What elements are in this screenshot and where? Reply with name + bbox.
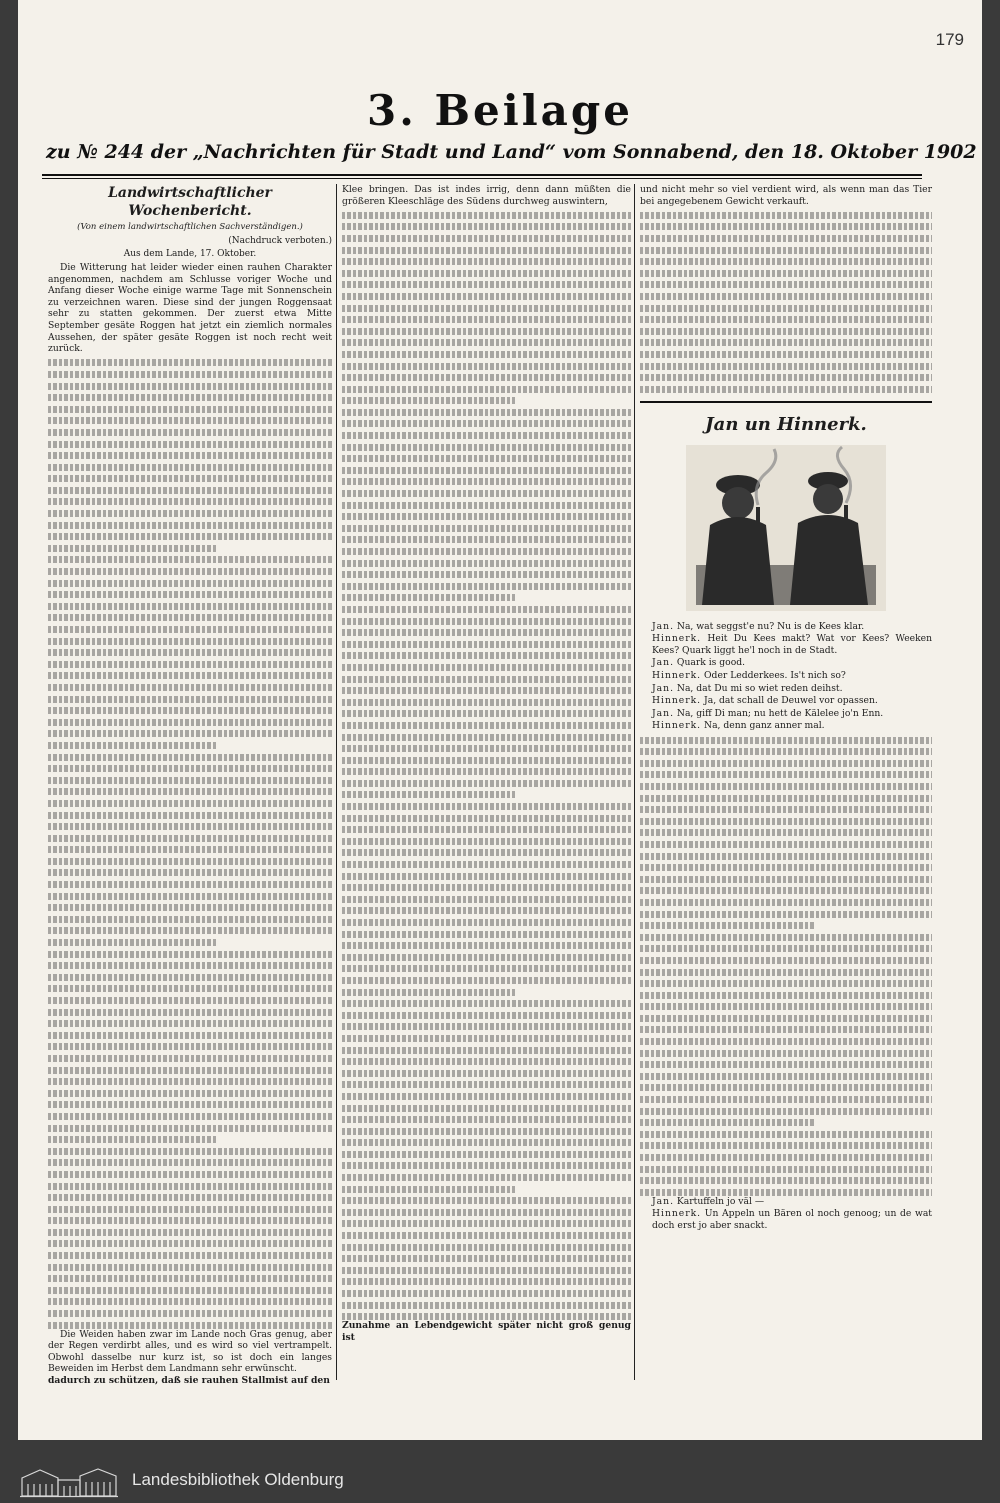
text-line-texture	[342, 420, 631, 427]
text-line-texture	[342, 884, 631, 891]
text-line-texture	[342, 629, 631, 636]
text-line-texture	[640, 992, 932, 999]
text-line-texture	[342, 1093, 631, 1100]
text-line-texture	[48, 823, 332, 830]
text-line-texture	[48, 1113, 332, 1120]
dialogue-text: Oder Ledderkees. Is't nich so?	[701, 670, 846, 682]
text-line-texture	[342, 1209, 631, 1216]
text-line-texture	[48, 568, 332, 575]
text-line-texture	[640, 957, 932, 964]
text-line-texture	[640, 876, 932, 883]
header-rule	[42, 174, 922, 176]
text-line-texture	[640, 783, 932, 790]
text-line-texture	[640, 945, 932, 952]
dialogue-text: Na, denn ganz anner mal.	[701, 720, 825, 732]
text-line-texture	[640, 293, 932, 300]
text-line-texture	[640, 1096, 932, 1103]
text-line-texture	[48, 1043, 332, 1050]
text-line-texture	[342, 455, 631, 462]
dialogue-speaker: Hinnerk.	[652, 633, 702, 645]
text-line-texture	[48, 672, 332, 679]
dialogue-text: Na, giff Di man; nu hett de Kälelee jo'n Enn.	[674, 707, 884, 719]
article-heading: Landwirtschaftlicher Wochenbericht.	[108, 185, 272, 219]
story-closing	[640, 1196, 932, 1232]
dialogue-line	[640, 621, 932, 633]
text-line-texture	[342, 560, 631, 567]
text-line-texture	[342, 351, 631, 358]
text-line-texture	[640, 922, 815, 929]
text-line-texture	[342, 293, 631, 300]
text-line-texture	[48, 754, 332, 761]
text-line-texture	[48, 1206, 332, 1213]
text-line-texture	[342, 838, 631, 845]
institution-name: Landesbibliothek Oldenburg	[132, 1470, 344, 1489]
text-line-texture	[342, 502, 631, 509]
text-line-texture	[48, 858, 332, 865]
text-line-texture	[48, 649, 332, 656]
text-line-texture	[342, 444, 631, 451]
text-line-texture	[640, 305, 932, 312]
text-line-texture	[48, 1310, 332, 1317]
text-line-texture	[342, 919, 631, 926]
text-line-texture	[48, 429, 332, 436]
text-line-texture	[342, 374, 631, 381]
text-line-texture	[48, 1125, 332, 1132]
text-line-texture	[342, 1290, 631, 1297]
text-line-texture	[342, 734, 631, 741]
text-line-texture	[342, 235, 631, 242]
text-line-texture	[48, 1194, 332, 1201]
text-line-texture	[48, 522, 332, 529]
text-line-texture	[342, 1035, 631, 1042]
text-line-texture	[342, 757, 631, 764]
text-line-texture	[640, 1131, 932, 1138]
two-men-smoking-illustration	[686, 445, 886, 611]
text-line-texture	[640, 899, 932, 906]
text-line-texture	[48, 614, 332, 621]
text-line-texture	[342, 826, 631, 833]
text-line-texture	[640, 1061, 932, 1068]
text-line-texture	[342, 722, 631, 729]
text-line-texture	[342, 212, 631, 219]
footer-bar	[0, 1458, 1000, 1503]
text-line-texture	[48, 1183, 332, 1190]
text-line-texture	[48, 742, 218, 749]
text-line-texture	[640, 934, 932, 941]
dialogue-text: Kartuffeln jo väl —	[674, 1195, 765, 1207]
text-line-texture	[48, 1055, 332, 1062]
text-line-texture	[48, 1264, 332, 1271]
text-line-texture	[640, 223, 932, 230]
text-line-texture	[640, 339, 932, 346]
text-line-texture	[640, 980, 932, 987]
story-dialogue	[640, 621, 932, 732]
text-line-texture	[48, 371, 332, 378]
text-line-texture	[640, 247, 932, 254]
text-line-texture	[48, 985, 332, 992]
text-line-texture	[640, 328, 932, 335]
page-subtitle: zu № 244 der „Nachrichten für Stadt und Land“ vom Sonnabend, den 18. Oktober 1902	[46, 141, 977, 163]
text-line-texture	[640, 1108, 932, 1115]
text-line-texture	[342, 386, 631, 393]
text-line-texture	[640, 1015, 932, 1022]
text-line-texture	[640, 841, 932, 848]
article-paragraph: Die Witterung hat leider wieder einen rauhen Charakter angenommen, nachdem am Schlusse voriger Woche und Anfang dieser Woche einige warme Tage mit Sonnenschein zu verzeichnen waren. Diese sind der jungen Roggensaat sehr zu statten gekommen. Der zuerst etwa Mitte September gesäte Roggen hat jetzt ein ziemlich normales Aussehen, der später gesäte Roggen ist noch recht weit zurück.	[48, 262, 332, 355]
text-line-texture	[48, 1171, 332, 1178]
text-line-texture	[640, 748, 932, 755]
text-line-texture	[640, 864, 932, 871]
article-dateline: Aus dem Lande, 17. Oktober.	[123, 249, 257, 259]
text-line-texture	[48, 696, 332, 703]
text-line-texture	[48, 1032, 332, 1039]
text-line-texture	[48, 1240, 332, 1247]
text-line-texture	[342, 710, 631, 717]
text-line-texture	[342, 618, 631, 625]
text-line-texture	[342, 1186, 515, 1193]
dialogue-line	[640, 720, 932, 732]
text-line-texture	[342, 606, 631, 613]
text-line-texture	[342, 305, 631, 312]
article-byline: (Von einem landwirtschaftlichen Sachverständigen.)	[77, 222, 303, 232]
text-line-texture	[48, 1101, 332, 1108]
text-line-texture	[48, 765, 332, 772]
dialogue-line	[640, 1196, 932, 1208]
text-line-texture	[48, 603, 332, 610]
text-line-texture	[640, 1038, 932, 1045]
dialogue-speaker: Jan.	[652, 1195, 674, 1207]
article-body-text	[640, 212, 932, 393]
text-line-texture	[48, 869, 332, 876]
text-line-texture	[640, 1189, 932, 1196]
text-line-texture	[640, 351, 932, 358]
text-line-texture	[342, 989, 515, 996]
text-line-texture	[640, 1003, 932, 1010]
text-line-texture	[342, 1105, 631, 1112]
text-line-texture	[48, 383, 332, 390]
text-line-texture	[342, 397, 515, 404]
text-line-texture	[342, 513, 631, 520]
text-line-texture	[342, 1267, 631, 1274]
header-rule-thin	[42, 178, 922, 179]
dialogue-text: Un Appeln un Bären ol noch genoog; un de wat doch erst jo aber snackt.	[652, 1208, 932, 1231]
text-line-texture	[342, 1128, 631, 1135]
dialogue-speaker: Jan.	[652, 707, 674, 719]
text-line-texture	[48, 1020, 332, 1027]
text-line-texture	[640, 235, 932, 242]
text-line-texture	[342, 1023, 631, 1030]
text-line-texture	[342, 791, 515, 798]
text-line-texture	[48, 916, 332, 923]
text-line-texture	[342, 223, 631, 230]
dialogue-speaker: Jan.	[652, 620, 674, 632]
text-line-texture	[342, 1255, 631, 1262]
text-line-texture	[640, 795, 932, 802]
text-line-texture	[640, 1154, 932, 1161]
dialogue-speaker: Jan.	[652, 682, 674, 694]
text-line-texture	[342, 594, 515, 601]
text-line-texture	[640, 270, 932, 277]
text-line-texture	[342, 780, 631, 787]
dialogue-text: Na, wat seggst'e nu? Nu is de Kees klar.	[674, 620, 865, 632]
text-line-texture	[342, 664, 631, 671]
dialogue-speaker: Jan.	[652, 657, 674, 669]
library-building-logo-icon	[20, 1466, 118, 1498]
text-line-texture	[342, 281, 631, 288]
text-line-texture	[48, 394, 332, 401]
text-line-texture	[48, 545, 218, 552]
text-line-texture	[48, 406, 332, 413]
text-line-texture	[342, 815, 631, 822]
text-line-texture	[342, 977, 631, 984]
dialogue-line	[640, 1208, 932, 1231]
text-line-texture	[342, 258, 631, 265]
text-line-texture	[640, 969, 932, 976]
text-line-texture	[48, 904, 332, 911]
text-line-texture	[342, 1151, 631, 1158]
text-line-texture	[48, 498, 332, 505]
text-line-texture	[640, 829, 932, 836]
text-line-texture	[48, 788, 332, 795]
text-line-texture	[48, 951, 332, 958]
text-line-texture	[48, 1298, 332, 1305]
text-line-texture	[640, 1073, 932, 1080]
text-line-texture	[48, 1229, 332, 1236]
text-line-texture	[48, 452, 332, 459]
text-line-texture	[342, 687, 631, 694]
text-line-texture	[640, 771, 932, 778]
text-line-texture	[48, 638, 332, 645]
text-line-texture	[342, 328, 631, 335]
text-line-texture	[342, 896, 631, 903]
text-line-texture	[342, 1220, 631, 1227]
column-story	[640, 184, 932, 1380]
text-line-texture	[48, 962, 332, 969]
text-line-texture	[342, 942, 631, 949]
text-line-texture	[48, 533, 332, 540]
text-line-texture	[48, 441, 332, 448]
text-line-texture	[342, 536, 631, 543]
dialogue-text: Na, dat Du mi so wiet reden deihst.	[674, 682, 843, 694]
article-paragraph: Klee bringen. Das ist indes irrig, denn dann müßten die größeren Kleeschläge des Südens durchweg auswintern,	[342, 184, 631, 207]
text-line-texture	[48, 800, 332, 807]
article-reprint-note: (Nachdruck verboten.)	[228, 236, 332, 246]
text-line-texture	[48, 1275, 332, 1282]
article-body-text	[48, 359, 332, 1328]
newspaper-page	[18, 0, 982, 1440]
text-line-texture	[48, 417, 332, 424]
text-line-texture	[640, 1119, 815, 1126]
page-number: 179	[935, 30, 964, 49]
text-line-texture	[342, 652, 631, 659]
text-line-texture	[640, 911, 932, 918]
text-line-texture	[48, 939, 218, 946]
text-line-texture	[342, 699, 631, 706]
text-line-texture	[342, 1047, 631, 1054]
text-line-texture	[48, 1136, 218, 1143]
text-line-texture	[48, 777, 332, 784]
text-line-texture	[48, 1090, 332, 1097]
text-line-texture	[342, 1162, 631, 1169]
page-title: 3. Beilage	[367, 86, 633, 135]
text-line-texture	[342, 432, 631, 439]
text-line-texture	[342, 247, 631, 254]
section-divider	[640, 401, 932, 403]
text-line-texture	[342, 1058, 631, 1065]
text-line-texture	[342, 1197, 631, 1204]
text-line-texture	[48, 1287, 332, 1294]
article-body-text	[640, 737, 932, 1196]
text-line-texture	[48, 997, 332, 1004]
text-line-texture	[342, 768, 631, 775]
text-line-texture	[640, 887, 932, 894]
text-line-texture	[640, 212, 932, 219]
text-line-texture	[342, 1012, 631, 1019]
text-line-texture	[342, 931, 631, 938]
text-line-texture	[342, 1232, 631, 1239]
text-line-texture	[640, 363, 932, 370]
text-line-texture	[48, 1067, 332, 1074]
text-line-texture	[342, 954, 631, 961]
text-line-texture	[48, 359, 332, 366]
text-line-texture	[48, 1159, 332, 1166]
text-line-texture	[342, 1081, 631, 1088]
text-line-texture	[342, 316, 631, 323]
text-line-texture	[48, 835, 332, 842]
text-line-texture	[48, 1148, 332, 1155]
text-line-texture	[48, 719, 332, 726]
dialogue-speaker: Hinnerk.	[652, 720, 702, 732]
article-body-text	[342, 212, 631, 1320]
article-paragraph: und nicht mehr so viel verdient wird, als wenn man das Tier bei angegebenem Gewicht verkauft.	[640, 184, 932, 207]
column-divider	[634, 184, 635, 1380]
text-line-texture	[342, 467, 631, 474]
dialogue-speaker: Hinnerk.	[652, 695, 702, 707]
text-line-texture	[48, 1252, 332, 1259]
text-line-texture	[342, 583, 631, 590]
text-line-texture	[48, 881, 332, 888]
text-line-texture	[640, 853, 932, 860]
text-line-texture	[342, 409, 631, 416]
column-continuation	[342, 184, 631, 1380]
text-line-texture	[342, 1278, 631, 1285]
text-line-texture	[342, 849, 631, 856]
dialogue-text: Heit Du Kees makt? Wat vor Kees? Weeken Kees? Quark liggt he'l noch in de Stadt.	[652, 633, 932, 656]
dialogue-line	[640, 670, 932, 682]
text-line-texture	[640, 818, 932, 825]
text-line-texture	[48, 556, 332, 563]
text-line-texture	[48, 510, 332, 517]
column-divider	[336, 184, 337, 1380]
dialogue-line	[640, 683, 932, 695]
text-line-texture	[640, 1166, 932, 1173]
dialogue-text: Quark is good.	[674, 657, 746, 669]
text-line-texture	[342, 1116, 631, 1123]
text-line-texture	[640, 1050, 932, 1057]
article-last-line: Zunahme an Lebendgewicht später nicht groß genug ist	[342, 1320, 631, 1343]
text-line-texture	[48, 1322, 332, 1329]
text-line-texture	[342, 1313, 631, 1320]
text-line-texture	[342, 1302, 631, 1309]
text-line-texture	[48, 1009, 332, 1016]
story-title: Jan un Hinnerk.	[705, 413, 867, 435]
text-line-texture	[342, 641, 631, 648]
text-line-texture	[640, 374, 932, 381]
text-line-texture	[342, 965, 631, 972]
text-line-texture	[48, 487, 332, 494]
text-line-texture	[342, 525, 631, 532]
text-line-texture	[48, 730, 332, 737]
text-line-texture	[342, 907, 631, 914]
text-line-texture	[342, 745, 631, 752]
text-line-texture	[342, 571, 631, 578]
text-line-texture	[48, 927, 332, 934]
text-line-texture	[48, 974, 332, 981]
text-line-texture	[342, 1139, 631, 1146]
text-line-texture	[342, 803, 631, 810]
text-line-texture	[640, 1084, 932, 1091]
text-line-texture	[48, 684, 332, 691]
text-line-texture	[342, 676, 631, 683]
text-line-texture	[640, 760, 932, 767]
text-line-texture	[342, 270, 631, 277]
text-line-texture	[342, 490, 631, 497]
text-line-texture	[48, 626, 332, 633]
text-line-texture	[48, 464, 332, 471]
text-line-texture	[48, 812, 332, 819]
text-line-texture	[342, 339, 631, 346]
text-line-texture	[640, 1026, 932, 1033]
text-line-texture	[342, 861, 631, 868]
article-last-line: dadurch zu schützen, daß sie rauhen Stallmist auf den	[48, 1375, 330, 1386]
text-line-texture	[342, 1244, 631, 1251]
text-line-texture	[342, 873, 631, 880]
text-line-texture	[48, 707, 332, 714]
text-line-texture	[640, 258, 932, 265]
text-line-texture	[640, 737, 932, 744]
text-line-texture	[48, 893, 332, 900]
text-line-texture	[640, 386, 932, 393]
dialogue-line	[640, 708, 932, 720]
text-line-texture	[342, 1000, 631, 1007]
text-line-texture	[48, 846, 332, 853]
text-line-texture	[640, 281, 932, 288]
text-line-texture	[342, 478, 631, 485]
text-line-texture	[48, 1217, 332, 1224]
text-line-texture	[342, 363, 631, 370]
dialogue-text: Ja, dat schall de Deuwel vor opassen.	[701, 695, 878, 707]
text-line-texture	[48, 580, 332, 587]
text-line-texture	[342, 1174, 631, 1181]
column-weekly-report	[48, 184, 332, 1386]
text-line-texture	[48, 475, 332, 482]
text-line-texture	[640, 806, 932, 813]
text-line-texture	[48, 1078, 332, 1085]
text-line-texture	[640, 316, 932, 323]
dialogue-line	[640, 633, 932, 656]
text-line-texture	[342, 1070, 631, 1077]
dialogue-line	[640, 695, 932, 707]
text-line-texture	[48, 591, 332, 598]
text-line-texture	[48, 661, 332, 668]
text-line-texture	[640, 1177, 932, 1184]
dialogue-line	[640, 657, 932, 669]
article-paragraph: Die Weiden haben zwar im Lande noch Gras genug, aber der Regen verdirbt alles, und es wird so viel vertrampelt. Obwohl dasselbe nur kurz ist, so ist doch ein langes Beweiden im Herbst dem Landmann sehr erwünscht.	[48, 1328, 332, 1375]
text-line-texture	[342, 548, 631, 555]
text-line-texture	[640, 1142, 932, 1149]
dialogue-speaker: Hinnerk.	[652, 1208, 702, 1220]
dialogue-speaker: Hinnerk.	[652, 670, 702, 682]
